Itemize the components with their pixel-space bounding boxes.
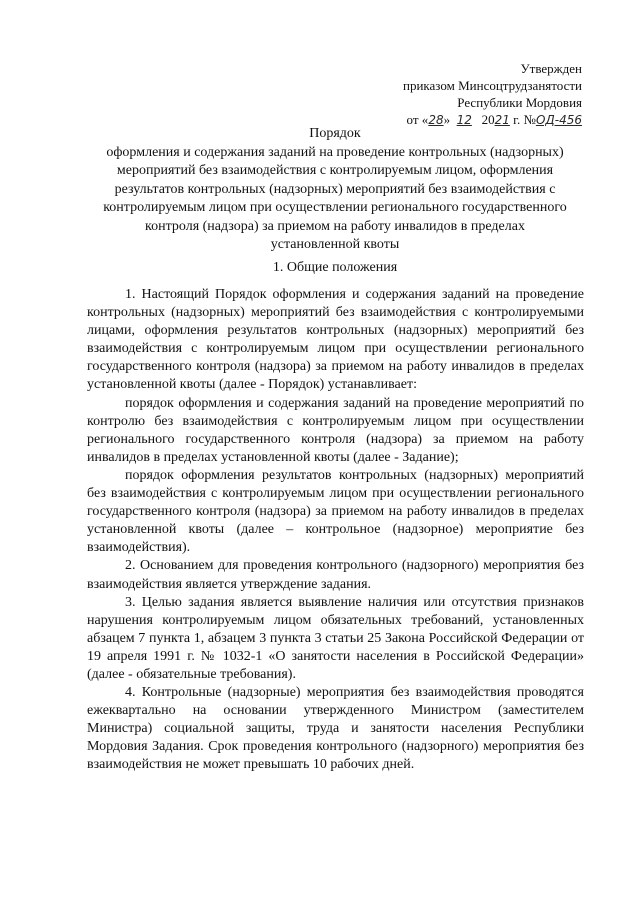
date-sep: » bbox=[443, 112, 451, 127]
document-title bbox=[88, 125, 582, 255]
year-prefix: 20 bbox=[481, 112, 495, 127]
section-heading: 1. Общие положения bbox=[272, 260, 398, 275]
title-line: оформления и содержания заданий на проведение контрольных (надзорных) bbox=[106, 144, 564, 160]
paragraph: порядок оформления результатов контрольных (надзорных) мероприятий без взаимодействия с контролируемым лицом при осуществлении регионального государственного контроля (надзора) за приемом на работу инвалидов в пределах установленной квоты (далее – контрольное (надзорное) мероприятие без взаимодействия). bbox=[87, 467, 584, 556]
title-line: контролируемым лицом при осуществлении регионального государственного bbox=[103, 200, 567, 215]
handwritten-year: 21 bbox=[494, 113, 510, 127]
handwritten-number: ОД-456 bbox=[535, 113, 582, 127]
title-line: результатов контрольных (надзорных) мероприятий без взаимодействия с bbox=[114, 181, 556, 197]
title-heading: Порядок bbox=[309, 126, 361, 141]
date-prefix: от « bbox=[406, 112, 429, 127]
paragraph: 3. Целью задания является выявление наличия или отсутствия признаков нарушения контролируемым лицом обязательных требований, установленных абзацем 7 пункта 1, абзацем 3 пункта 3 статьи 25 Закона Российской Федерации от 19 апреля 1991 г. № 1032-1 «О занятости населения в Российской Федерации» (далее - обязательные требования). bbox=[87, 594, 584, 682]
document-body bbox=[87, 286, 584, 775]
title-line: мероприятий без взаимодействия с контролируемым лицом, оформления bbox=[116, 163, 554, 178]
approval-line-1: Утвержден bbox=[520, 61, 582, 76]
handwritten-day: 28 bbox=[428, 113, 444, 127]
approval-stamp bbox=[403, 60, 582, 129]
title-line: установленной квоты bbox=[270, 237, 400, 252]
title-line: контроля (надзора) за приемом на работу инвалидов в пределах bbox=[145, 218, 525, 234]
paragraph: 1. Настоящий Порядок оформления и содержания заданий на проведение контрольных (надзорных) мероприятий без взаимодействия с контролируемыми лицами, оформления результатов контрольных (надзорных) мероприятий без взаимодействия с контролируемым лицом при осуществлении регионального государственного контроля (надзора) за приемом на работу инвалидов в пределах установленной квоты (далее - Порядок) устанавливает: bbox=[87, 287, 584, 393]
paragraph: 2. Основанием для проведения контрольного (надзорного) мероприятия без взаимодействия является утверждение задания. bbox=[87, 558, 584, 592]
paragraph: 4. Контрольные (надзорные) мероприятия без взаимодействия проводятся ежеквартально на основании утвержденного Министром (заместителем Министра) социальной защиты, труда и занятости населения Республики Мордовия Задания. Срок проведения контрольного (надзорного) мероприятия без взаимодействия не может превышать 10 рабочих дней. bbox=[87, 685, 584, 773]
approval-line-2: приказом Минсоцтрудзанятости bbox=[403, 78, 582, 93]
handwritten-month: 12 bbox=[456, 113, 472, 127]
number-prefix: г. № bbox=[513, 112, 536, 127]
paragraph: порядок оформления и содержания заданий на проведение мероприятий по контролю без взаимодействия с контролируемым лицом при осуществлении регионального государственного контроля (надзора) за приемом на работу инвалидов в пределах установленной квоты (далее - Задание); bbox=[87, 395, 584, 465]
approval-line-3: Республики Мордовия bbox=[457, 95, 582, 110]
